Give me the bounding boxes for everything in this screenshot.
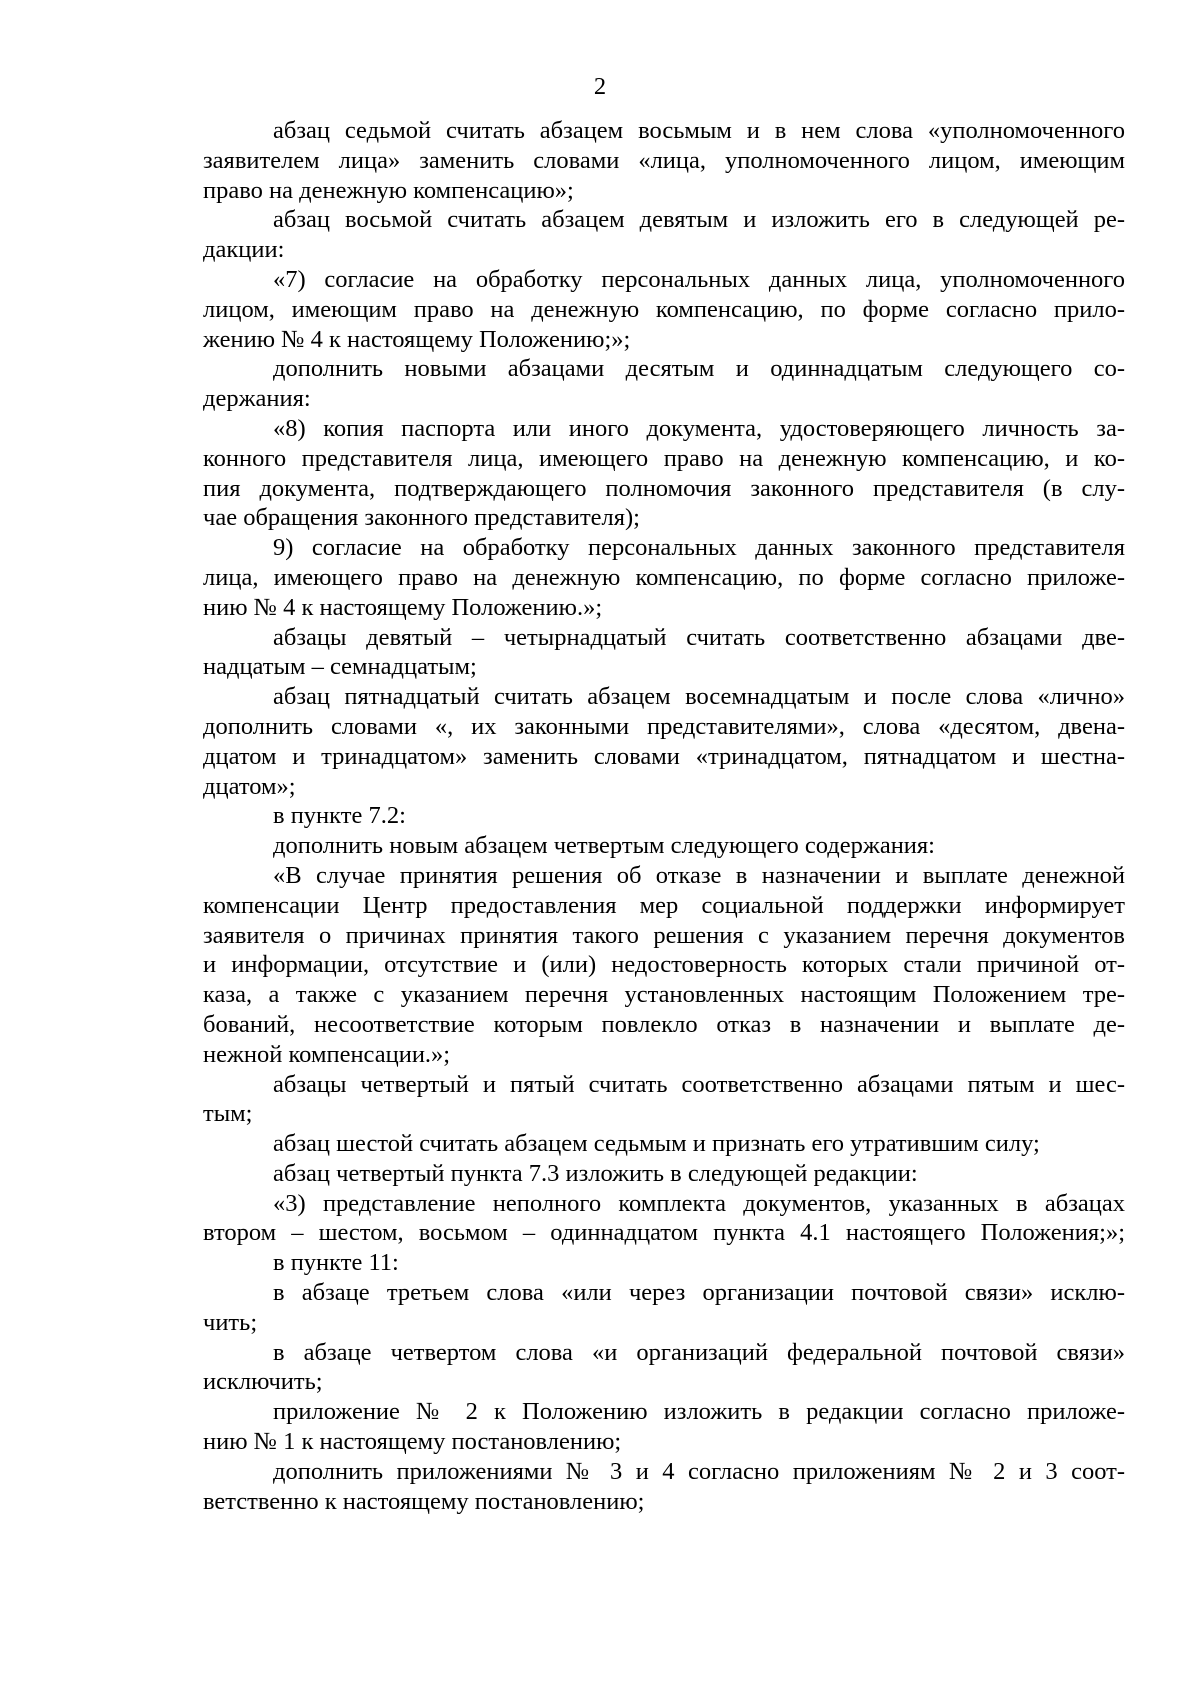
paragraph-line: право на денежную компенсацию»; [203,176,574,204]
paragraph-first-line: в пункте 7.2: [273,802,406,830]
paragraph-line: дцатом»; [203,772,296,800]
paragraph-line: нию № 4 к настоящему Положению.»; [203,593,603,621]
paragraph-line: дакции: [203,236,285,264]
paragraph-first-line: «8) копия паспорта или иного документа, удостоверяющего личность за- [273,414,1125,442]
paragraph-first-line: «7) согласие на обработку персональных данных лица, уполномоченного [273,265,1125,293]
paragraph-line: конного представителя лица, имеющего право на денежную компенсацию, и ко- [203,444,1125,472]
paragraph-line: лицом, имеющим право на денежную компенсацию, по форме согласно прило- [203,295,1125,323]
page-number: 2 [593,73,607,100]
paragraph-first-line: абзац четвертый пункта 7.3 изложить в следующей редакции: [273,1159,918,1187]
paragraph-first-line: дополнить новым абзацем четвертым следующего содержания: [273,832,935,860]
paragraph-line: надцатым – семнадцатым; [203,653,477,681]
paragraph-line: держания: [203,385,311,413]
paragraph-first-line: абзац восьмой считать абзацем девятым и изложить его в следующей ре- [273,206,1125,234]
paragraph-line: и информации, отсутствие и (или) недостоверность которых стали причиной от- [203,951,1125,979]
paragraph-first-line: абзацы девятый – четырнадцатый считать соответственно абзацами две- [273,623,1125,651]
paragraph-line: исключить; [203,1368,323,1396]
paragraph-line: ветственно к настоящему постановлению; [203,1487,645,1515]
paragraph-first-line: абзац пятнадцатый считать абзацем восемнадцатым и после слова «лично» [273,683,1125,711]
paragraph-line: чае обращения законного представителя); [203,504,640,532]
paragraph-first-line: дополнить новыми абзацами десятым и одиннадцатым следующего со- [273,355,1125,383]
paragraph-line: нию № 1 к настоящему постановлению; [203,1428,622,1456]
paragraph-line: дополнить словами «, их законными представителями», слова «десятом, двена- [203,712,1125,740]
paragraph-line: лица, имеющего право на денежную компенсацию, по форме согласно приложе- [203,563,1125,591]
paragraph-line: каза, а также с указанием перечня установленных настоящим Положением тре- [203,981,1125,1009]
paragraph-line: заявителя о причинах принятия такого решения с указанием перечня документов [203,921,1125,949]
paragraph-first-line: в абзаце третьем слова «или через организации почтовой связи» исклю- [273,1279,1125,1307]
paragraph-line: пия документа, подтверждающего полномочия законного представителя (в слу- [203,474,1125,502]
paragraph-first-line: в пункте 11: [273,1249,399,1277]
paragraph-line: бований, несоответствие которым повлекло отказ в назначении и выплате де- [203,1010,1125,1038]
paragraph-first-line: дополнить приложениями № 3 и 4 согласно приложениям № 2 и 3 соот- [273,1457,1125,1485]
paragraph-line: компенсации Центр предоставления мер социальной поддержки информирует [203,891,1125,919]
paragraph-first-line: в абзаце четвертом слова «и организаций федеральной почтовой связи» [273,1338,1125,1366]
paragraph-first-line: «3) представление неполного комплекта документов, указанных в абзацах [273,1189,1125,1217]
paragraph-line: чить; [203,1308,258,1336]
paragraph-line: жению № 4 к настоящему Положению;»; [203,325,631,353]
paragraph-line: нежной компенсации.»; [203,1040,451,1068]
paragraph-first-line: приложение № 2 к Положению изложить в редакции согласно приложе- [273,1398,1125,1426]
paragraph-line: заявителем лица» заменить словами «лица, уполномоченного лицом, имеющим [203,146,1125,174]
document-body [203,116,1125,1516]
paragraph-first-line: абзацы четвертый и пятый считать соответственно абзацами пятым и шес- [273,1070,1125,1098]
paragraph-first-line: абзац седьмой считать абзацем восьмым и в нем слова «уполномоченного [273,117,1125,144]
paragraph-first-line: «В случае принятия решения об отказе в назначении и выплате денежной [273,861,1125,889]
paragraph-line: тым; [203,1100,253,1128]
paragraph-line: дцатом и тринадцатом» заменить словами «тринадцатом, пятнадцатом и шестна- [203,742,1125,770]
paragraph-line: втором – шестом, восьмом – одиннадцатом пункта 4.1 настоящего Положения;»; [203,1219,1125,1247]
paragraph-first-line: 9) согласие на обработку персональных данных законного представителя [273,534,1125,562]
paragraph-first-line: абзац шестой считать абзацем седьмым и признать его утратившим силу; [273,1130,1040,1158]
